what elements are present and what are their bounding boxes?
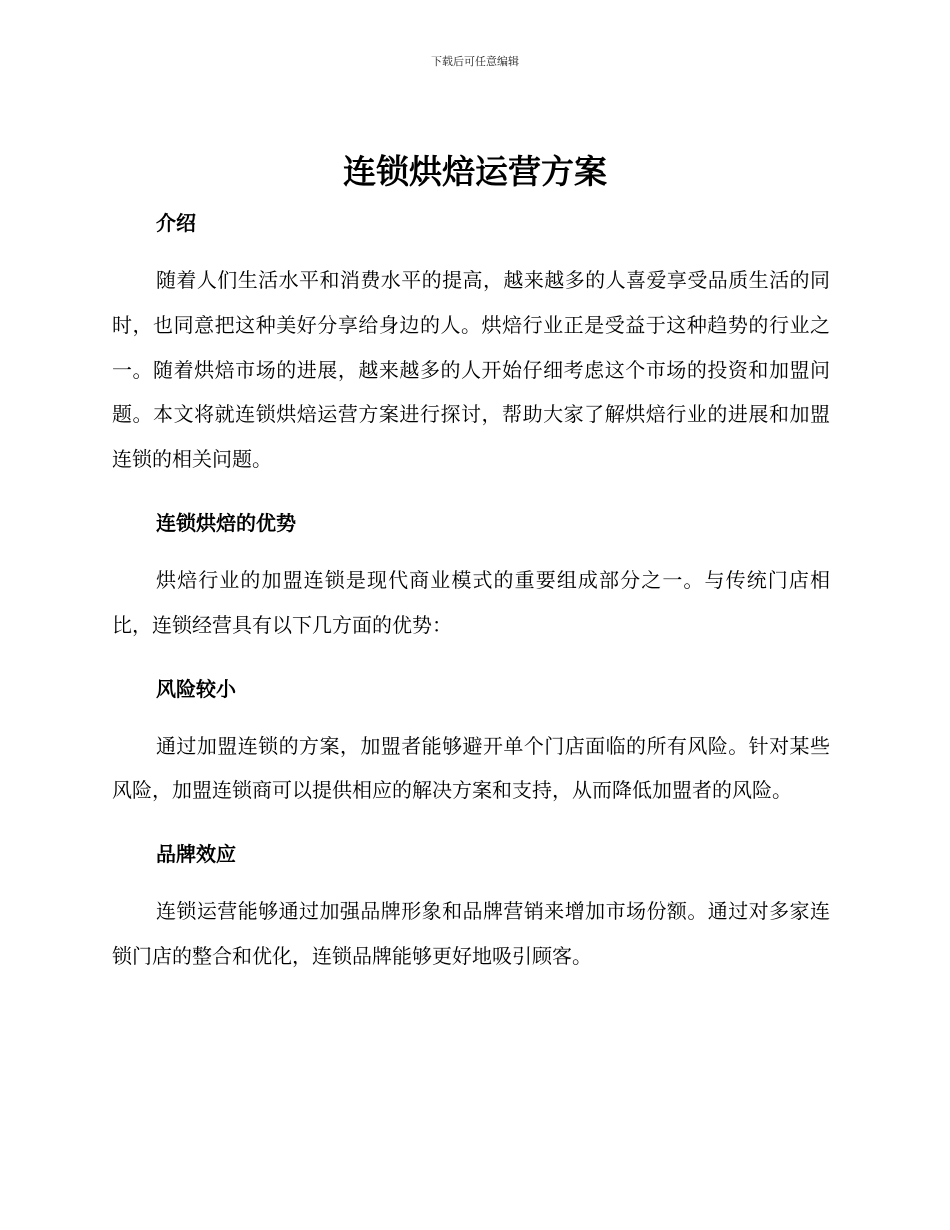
paragraph: 随着人们生活水平和消费水平的提高，越来越多的人喜爱享受品质生活的同时，也同意把这种美好分享给身边的人。烘焙行业正是受益于这种趋势的行业之一。随着烘焙市场的进展，越来越多的人开始仔细考虑这个市场的投资和加盟问题。本文将就连锁烘焙运营方案进行探讨，帮助大家了解烘焙行业的进展和加盟连锁的相关问题。 — [112, 268, 830, 472]
paragraph: 烘焙行业的加盟连锁是现代商业模式的重要组成部分之一。与传统门店相比，连锁经营具有以下几方面的优势： — [112, 567, 830, 637]
section-heading: 品牌效应 — [156, 842, 236, 867]
section-brand-effect — [112, 832, 830, 988]
paragraph: 连锁运营能够通过加强品牌形象和品牌营销来增加市场份额。通过对多家连锁门店的整合和优化，连锁品牌能够更好地吸引顾客。 — [112, 899, 830, 968]
paragraph: 通过加盟连锁的方案，加盟者能够避开单个门店面临的所有风险。针对某些风险，加盟连锁商可以提供相应的解决方案和支持，从而降低加盟者的风险。 — [112, 733, 830, 803]
document-body — [112, 201, 830, 988]
section-advantages — [112, 501, 830, 657]
section-introduction — [112, 201, 830, 491]
section-heading: 风险较小 — [156, 676, 236, 701]
section-heading: 介绍 — [156, 211, 196, 235]
document-title: 连锁烘焙运营方案 — [343, 152, 607, 191]
section-lower-risk — [112, 667, 830, 823]
section-heading: 连锁烘焙的优势 — [156, 510, 296, 535]
header-note: 下载后可任意编辑 — [431, 55, 519, 68]
